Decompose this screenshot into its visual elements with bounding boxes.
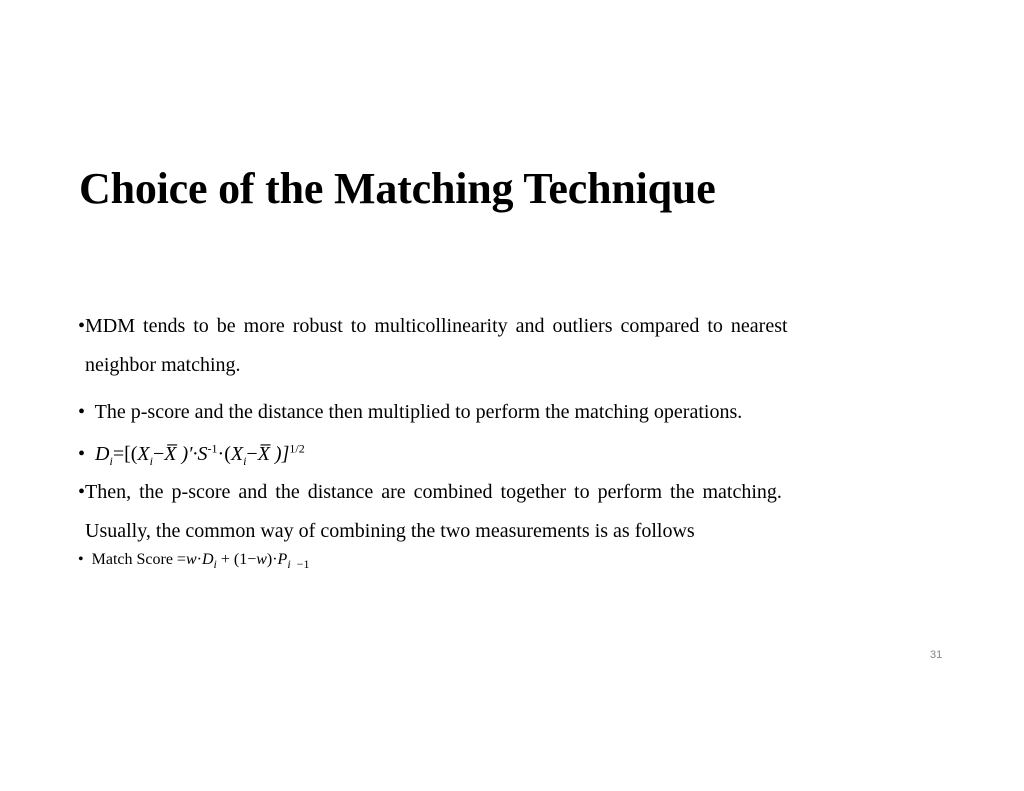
formula-i-2: i (149, 454, 153, 468)
bullet-mdm-line-1: MDM tends to be more robust to multicollinearity and outliers compared to nearest (85, 315, 788, 337)
bullet-combined-line-2: Usually, the common way of combining the two measurements is as follows (85, 520, 695, 542)
formula-xbar-close: X̅ )′· (164, 443, 198, 465)
match-w: w (185, 551, 197, 568)
match-score-label: Match Score = (91, 551, 186, 568)
mahalanobis-formula (78, 442, 305, 466)
bullet-marker: • (78, 443, 86, 465)
bullet-mdm-line-2: neighbor matching. (85, 354, 241, 376)
bullet-combined (78, 480, 782, 504)
bullet-mdm (78, 314, 788, 338)
bullet-pscore-text: The p-score and the distance then multiplied to perform the matching operations. (94, 401, 743, 423)
match-close: )· (266, 551, 278, 568)
formula-X: X (137, 443, 150, 465)
bullet-marker: • (78, 481, 86, 503)
bullet-combined-line-1: Then, the p-score and the distance are combined together to perform the matching. (85, 481, 782, 503)
match-plus: + (1− (216, 551, 257, 568)
formula-exp-neg1: -1 (207, 441, 218, 456)
slide-title: Choice of the Matching Technique (79, 164, 716, 213)
match-i-2: i (287, 557, 291, 572)
match-dot: · (196, 551, 202, 568)
formula-i: i (109, 454, 113, 468)
bullet-marker: • (78, 401, 86, 423)
bullet-marker: • (78, 315, 86, 337)
bullet-pscore (78, 400, 742, 424)
match-sub: −1 (296, 557, 310, 572)
match-score-formula (78, 548, 309, 572)
formula-S: S (197, 443, 208, 465)
match-i: i (213, 557, 217, 572)
formula-xbar-end: X̅ )] (257, 443, 290, 465)
match-P: P (277, 551, 288, 568)
formula-minus: − (152, 443, 165, 465)
formula-i-3: i (243, 454, 247, 468)
match-w-2: w (256, 551, 267, 568)
slide-number: 31 (930, 649, 943, 661)
formula-dot-open: ·( (217, 443, 231, 465)
formula-D: D (95, 443, 110, 465)
formula-eq-open: =[( (112, 443, 138, 465)
match-D: D (201, 551, 214, 568)
formula-exp-half: 1/2 (289, 441, 305, 456)
bullet-marker: • (78, 551, 84, 568)
formula-X-2: X (230, 443, 244, 465)
formula-minus-2: − (246, 443, 258, 465)
